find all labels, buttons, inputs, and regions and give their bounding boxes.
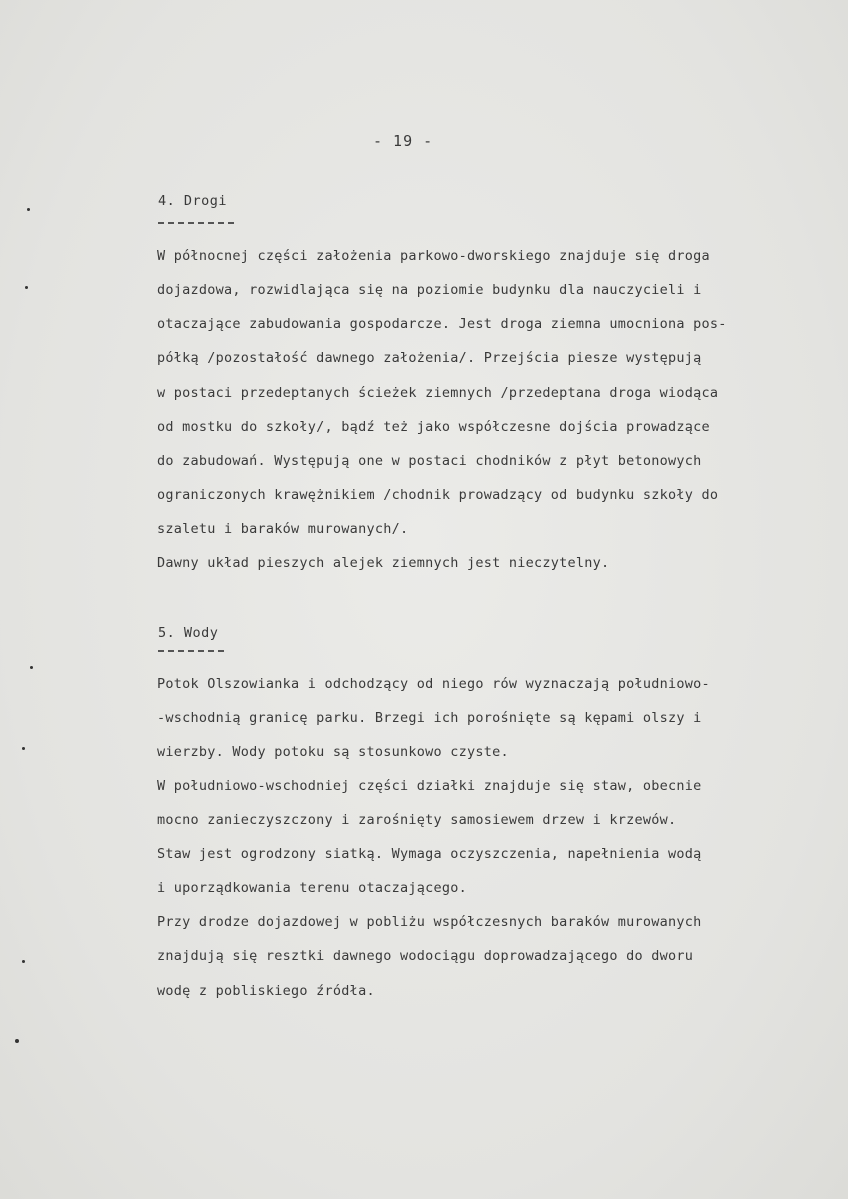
scan-mark	[15, 1039, 19, 1043]
scan-mark	[27, 208, 30, 211]
scan-mark	[22, 960, 25, 963]
paragraph-line: W południowo-wschodniej części działki znajduje się staw, obecnie	[157, 778, 702, 794]
paragraph-line: do zabudowań. Występują one w postaci chodników z płyt betonowych	[157, 453, 702, 469]
section-heading-wody: 5. Wody	[158, 625, 219, 641]
paragraph-line: W północnej części założenia parkowo-dworskiego znajduje się droga	[157, 248, 710, 264]
paragraph-line: mocno zanieczyszczony i zarośnięty samosiewem drzew i krzewów.	[157, 812, 677, 828]
paragraph-line: wierzby. Wody potoku są stosunkowo czyste.	[157, 744, 509, 760]
paragraph-line: Przy drodze dojazdowej w pobliżu współczesnych baraków murowanych	[157, 914, 702, 930]
paragraph-line: otaczające zabudowania gospodarcze. Jest droga ziemna umocniona pos-	[157, 316, 727, 332]
heading-underline	[158, 650, 224, 652]
scan-mark	[30, 666, 33, 669]
paragraph-line: wodę z pobliskiego źródła.	[157, 983, 375, 999]
paragraph-line: półką /pozostałość dawnego założenia/. Przejścia piesze występują	[157, 350, 702, 366]
paragraph-line: ograniczonych krawężnikiem /chodnik prowadzący od budynku szkoły do	[157, 487, 719, 503]
paragraph-line: i uporządkowania terenu otaczającego.	[157, 880, 467, 896]
scan-mark	[22, 747, 25, 750]
paragraph-line: znajdują się resztki dawnego wodociągu doprowadzającego do dworu	[157, 948, 694, 964]
paragraph-line: -wschodnią granicę parku. Brzegi ich porośnięte są kępami olszy i	[157, 710, 702, 726]
paragraph-line: Staw jest ogrodzony siatką. Wymaga oczyszczenia, napełnienia wodą	[157, 846, 702, 862]
section-heading-drogi: 4. Drogi	[158, 193, 228, 209]
paragraph-line: Dawny układ pieszych alejek ziemnych jest nieczytelny.	[157, 555, 610, 571]
heading-underline	[158, 222, 234, 224]
paragraph-line: szaletu i baraków murowanych/.	[157, 521, 409, 537]
paragraph-line: w postaci przedeptanych ścieżek ziemnych /przedeptana droga wiodąca	[157, 385, 719, 401]
page-number: - 19 -	[373, 132, 434, 150]
paragraph-line: dojazdowa, rozwidlająca się na poziomie budynku dla nauczycieli i	[157, 282, 702, 298]
paragraph-line: Potok Olszowianka i odchodzący od niego rów wyznaczają południowo-	[157, 676, 710, 692]
paragraph-line: od mostku do szkoły/, bądź też jako współczesne dojścia prowadzące	[157, 419, 710, 435]
scan-mark	[25, 286, 28, 289]
